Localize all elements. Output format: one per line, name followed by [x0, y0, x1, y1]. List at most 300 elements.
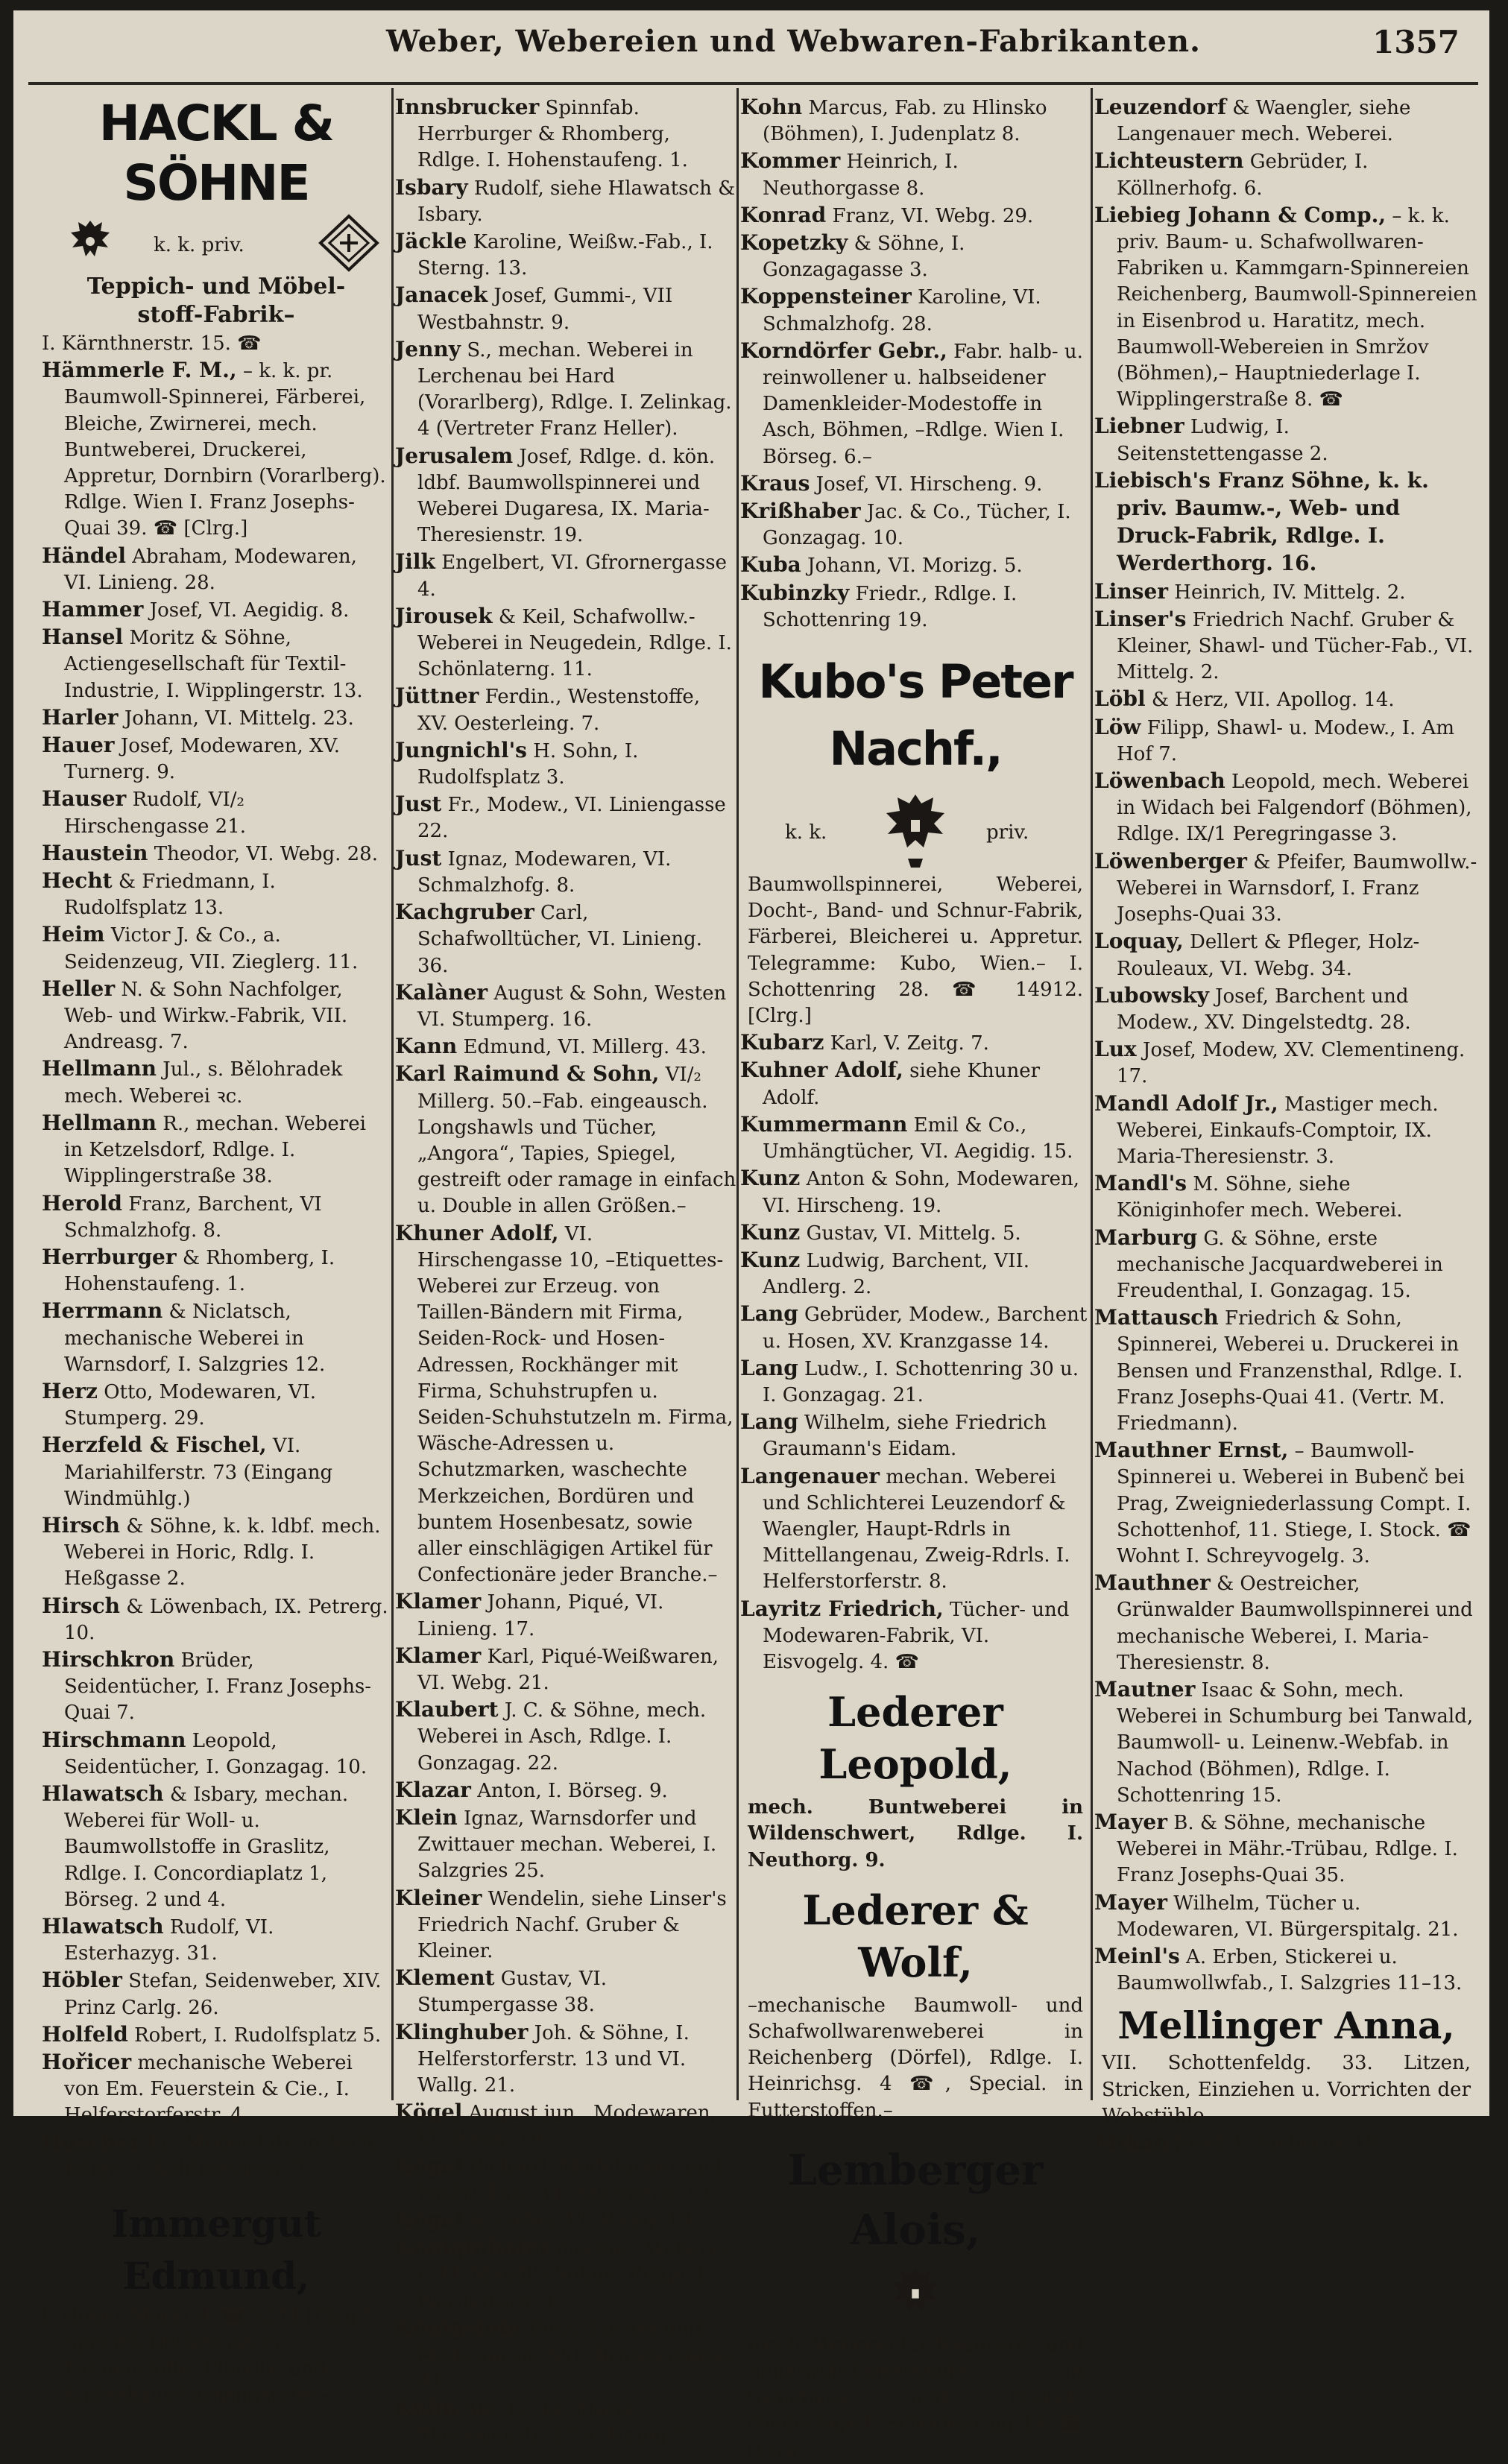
entry-text: Ignaz, Warnsdorfer und Zwittauer mechan. Weberei, I. Salzgries 25. [417, 1807, 717, 1883]
entry-name: Kögel [395, 2100, 463, 2125]
entry-name: Heller [42, 976, 116, 1001]
entry-name: Linser [1094, 578, 1169, 604]
entry-text: Josef, Barchent und Modew., XV. Dingelstedtg. 28. [1117, 985, 1411, 1034]
entry-name: Jerusalem [395, 443, 514, 468]
entry-name: Lang [740, 1301, 798, 1327]
entry-text: Mastiger mech. Weberei, Einkaufs-Comptoir, IX. Maria-Theresienstr. 3. [1117, 1093, 1439, 1168]
entry-text: R., mechan. Weberei in Ketzelsdorf, Rdlge. I. Wipplingerstraße 38. [64, 1112, 366, 1188]
directory-entry [395, 94, 736, 174]
entry-name: Langenauer [740, 1463, 880, 1488]
entry-name: Haustein [42, 840, 148, 865]
entry-name: Löwenberger [1094, 848, 1247, 874]
directory-entry [395, 174, 736, 228]
entry-text: & Löwenbach, IX. Petrerg. 10. [64, 1595, 388, 1644]
directory-entry [740, 498, 1091, 552]
header-rule [28, 82, 1478, 85]
entry-name: Kleiner [395, 1885, 482, 1910]
entry-text: Johann, Piqué, VI. Linieng. 17. [417, 1591, 664, 1640]
entry-name: Löwenbach [1094, 768, 1225, 794]
entry-name: Liebner [1094, 414, 1184, 439]
directory-entry [1094, 928, 1478, 982]
directory-entry [740, 1029, 1091, 1057]
entry-text: Jac. & Co., Tücher, I. Gonzagag. 10. [763, 501, 1071, 550]
entry-text: Ludwig, Barchent, VII. Andlerg. 2. [763, 1249, 1030, 1299]
kubo-priv-label: priv. [986, 821, 1029, 844]
double-eagle-icon [64, 216, 116, 268]
entry-name: Hlawatsch [42, 1781, 164, 1806]
entry-text: & Friedmann, I. Rudolfsplatz 13. [64, 871, 276, 920]
entry-text: Tücher- und Modewaren-Fabrik, VI. Eisvogelg. 4. ☎ [763, 1598, 1070, 1673]
directory-entry [42, 976, 391, 1056]
entry-text: Johann, VI. Morizg. 5. [807, 555, 1023, 578]
entry-text: & Sieber, VI. Webg. 19. [468, 2210, 698, 2233]
directory-entry [395, 737, 736, 791]
entry-name: Mandl's [1094, 1171, 1187, 1196]
double-eagle-icon [878, 790, 953, 872]
entry-text: G. & Söhne, erste mechanische Jacquardweberei in Freudenthal, I. Gonzagag. 15. [1117, 1227, 1443, 1302]
entry-name: Jüttner [395, 683, 479, 709]
directory-entry [740, 1409, 1091, 1462]
entry-name: Linser's [1094, 606, 1187, 631]
entry-name: Klein [395, 1805, 458, 1830]
kubo-kk-label: k. k. [785, 821, 827, 844]
entry-name: Hirsch [42, 1512, 121, 1538]
directory-entry [42, 840, 391, 868]
directory-entry [1094, 768, 1478, 848]
entry-name: Hellmann [42, 1056, 157, 1081]
directory-entry [395, 2234, 736, 2315]
lemberger-emblem-row [740, 2266, 1091, 2333]
directory-entry [1094, 714, 1478, 768]
entry-name: Herrmann [42, 1298, 163, 1324]
directory-entry [42, 1512, 391, 1593]
page-title: Weber, Webereien und Webwaren-Fabrikanten. [386, 24, 1201, 59]
page-number: 1357 [1372, 24, 1460, 60]
directory-entry [1094, 1437, 1478, 1570]
entry-text: & Herz, VII. Apollog. 14. [1151, 689, 1395, 712]
entry-text: Brüder, Seidentücher, I. Franz Josephs-Quai 7. [64, 1649, 372, 1725]
entry-name: Hirschkron [42, 1646, 175, 1672]
directory-entry [42, 1244, 391, 1298]
lederer-leopold-title: Lederer Leopold, [818, 1688, 1012, 1789]
entry-text: Carl, Schafwolltücher, VI. Linieng. 36. [417, 902, 703, 977]
entry-text: Anton & Sohn, Modewaren, VI. Hirscheng. 19. [763, 1168, 1080, 1217]
entry-name: Klamer [395, 1643, 482, 1668]
directory-entry [740, 1219, 1091, 1247]
entry-name: Klaubert [395, 1697, 499, 1722]
entry-text: Stefan, Seidenweber, XIV. Prinz Carlg. 26. [64, 1970, 382, 2019]
column-divider [736, 88, 739, 2100]
directory-entry [1094, 202, 1478, 414]
entry-text: Dellert & Pfleger, Holz-Rouleaux, VI. Webg. 34. [1117, 931, 1420, 980]
entry-name: Mauthner Ernst, [1094, 1438, 1289, 1463]
directory-entry [42, 543, 391, 596]
entry-text: Robert, I. Rudolfsplatz 5. [134, 2024, 382, 2047]
entry-name: Jilk [395, 549, 435, 575]
entry-text: – k. k. pr. Baumwoll-Spinnerei, Färberei, Bleiche, Zwirnerei, mech. Buntweberei, Druckerei, Appretur, Dornbirn (Vorarlberg). Rdlge. Wien I. Franz Josephs-Quai 39. ☎ [Clrg.] [64, 360, 386, 540]
entry-name: Jirousek [395, 603, 493, 628]
entry-text: Karoline, Weißw.-Fab., I. Sterng. 13. [417, 231, 713, 280]
entry-text: & Rhomberg, I. Hohenstaufeng. 1. [64, 1246, 335, 1296]
directory-entry [740, 202, 1091, 230]
column-1 [42, 94, 391, 2407]
entry-name: Mautner [1094, 1676, 1196, 1702]
entry-name: Kubinzky [740, 580, 850, 605]
entry-text: J. C. & Söhne, mech. Weberei in Asch, Rdlge. I. Gonzagag. 22. [417, 1699, 707, 1775]
entry-name: Kohn [740, 95, 803, 119]
directory-entry [395, 2207, 736, 2234]
lemberger-title: Lemberger Alois, [787, 2145, 1044, 2255]
entry-text: Alb. R., IX. Maria-Theresienstr. 17 a. Haing 7 [417, 2398, 686, 2447]
entry-name: Mikan [1094, 2130, 1169, 2155]
entry-text: Richard, Modetücher und Wollw.-Fab., VI. Stumperg. 13. [417, 2155, 722, 2205]
directory-entry [42, 786, 391, 839]
entry-text: & Isbary, mechan. Weberei für Woll- u. Baumwollstoffe in Graslitz, Rdlge. I. Concordiaplatz 1, Börseg. 2 und 4. [64, 1783, 349, 1911]
entry-text: Franz, VI. Webg. 29. [832, 204, 1034, 227]
entry-name: Konrad [740, 202, 827, 227]
entry-name: Hecht [42, 868, 113, 894]
directory-entry [395, 1885, 736, 1965]
directory-entry [42, 1298, 391, 1378]
entry-text: I. Kärnthnerstr. 15. ☎ [42, 332, 262, 355]
entry-name: Mayer [1094, 1889, 1167, 1915]
mellinger-advert-title: Mellinger Anna, [1117, 2003, 1455, 2048]
column-3-entries-mid [740, 1029, 1091, 1675]
entry-text: siehe Khuner Adolf. [763, 1060, 1041, 1109]
directory-entry [42, 2021, 391, 2049]
directory-entry [42, 1727, 391, 1781]
double-eagle-icon [886, 2266, 945, 2330]
entry-name: Holfeld [42, 2021, 128, 2047]
directory-entry [740, 1301, 1091, 1354]
directory-entry [42, 1913, 391, 1967]
entry-name: Herz [42, 1378, 98, 1403]
entry-name: Hansel [42, 625, 124, 650]
entry-name: Mauthner [1094, 1570, 1211, 1596]
immergut-advert-title: Immergut Edmund, [111, 2202, 321, 2299]
entry-text: Rosa, Tücher und Modewaren, XVI. Brunnengasse 41. [417, 2317, 735, 2393]
entry-name: Koppensteiner [740, 284, 912, 309]
directory-entry [42, 1967, 391, 2021]
entry-text: mechanische Weberei von Em. Feuerstein & Cie., I. Helferstorferstr. 4. [64, 2052, 353, 2127]
entry-text: B. & Söhne, mechanische Weberei in Mähr.-Trübau, Rdlge. I. Franz Josephs-Quai 35. [1117, 1812, 1458, 1887]
directory-entry [740, 148, 1091, 201]
directory-entry [395, 1965, 736, 2018]
entry-name: Lubowsky [1094, 982, 1209, 1008]
entry-name: Klinghuber [395, 2019, 529, 2044]
column-4-entries-bottom [1094, 2129, 1478, 2157]
directory-page [13, 10, 1489, 2462]
entry-text: Wilhelm, siehe Friedrich Graumann's Eidam. [763, 1412, 1047, 1461]
entry-name: Liebieg Johann & Comp., [1094, 202, 1386, 227]
entry-name: Mandl Adolf Jr., [1094, 1090, 1278, 1116]
directory-entry [395, 2395, 736, 2448]
entry-text: Ignaz, Modewaren, VI. Schmalzhofg. 8. [417, 847, 672, 897]
entry-text: Wendelin, siehe Linser's Friedrich Nachf. Gruber & Kleiner. [417, 1887, 727, 1963]
entry-name: Kachgruber [395, 900, 534, 925]
entry-name: Lang [740, 1355, 798, 1380]
entry-text: Spinnfab. Herrburger & Rhomberg, Rdlge. I. Hohenstaufeng. 1. [417, 97, 688, 172]
directory-entry [1094, 467, 1478, 578]
entry-text: Leopold, Seidentücher, I. Gonzagag. 10. [64, 1729, 367, 1778]
hackl-line-1: Teppich- und Möbel- [86, 274, 346, 300]
entry-text: Karl, Piqué-Weißwaren, VI. Webg. 21. [417, 1645, 719, 1694]
entry-name: Just [395, 792, 442, 817]
entry-name: Kraus [740, 470, 810, 496]
entry-text: VI/₂ Millerg. 50.–Fab. eingeausch. Longshawls und Tücher, „Angora“, Tapies, Spiegel, gestreift oder ramage in einfach u. Double in allen Größen.– [417, 1064, 736, 1218]
directory-entry [395, 2019, 736, 2100]
column-2-entries [395, 94, 736, 2449]
entry-text: Fr., Modewfab. in Asch, Rdlge. I. Kohlmesserg. 7. [64, 2132, 380, 2181]
entry-text: & Söhne, I. Gonzagagasse 3. [763, 233, 965, 282]
entry-name: Korndörfer Gebr., [740, 338, 947, 363]
entry-name: Herzfeld & Fischel, [42, 1432, 267, 1458]
directory-entry [395, 2153, 736, 2207]
directory-entry [42, 1432, 391, 1512]
hackl-advert-title: HACKL & SÖHNE [98, 95, 334, 212]
directory-entry [395, 282, 736, 335]
hackl-emblem-row [42, 213, 391, 273]
entry-text: Gebrüder, I. Köllnerhofg. 6. [1117, 151, 1369, 200]
directory-entry [1094, 2129, 1478, 2157]
directory-entry [42, 1593, 391, 1646]
entry-text: Joh. & Söhne, I. Helferstorferstr. 13 und VI. Wallg. 21. [417, 2021, 690, 2097]
directory-entry [42, 2049, 391, 2129]
entry-text: Theodor, VI. Webg. 28. [154, 842, 378, 865]
entry-name: Königinhofer [395, 2235, 550, 2261]
entry-name: Hellmann [42, 1110, 157, 1135]
directory-entry [1094, 1304, 1478, 1437]
directory-entry [395, 1696, 736, 1777]
entry-name: Jungnichl's [395, 737, 527, 762]
entry-name: Lang [740, 1409, 798, 1435]
entry-text: Josef, Gummi-, VII Westbahnstr. 9. [417, 285, 673, 334]
directory-entry [740, 283, 1091, 337]
entry-text: Josef, VI. Aegidig. 8. [149, 599, 350, 622]
kubo-emblem-row [740, 790, 1091, 872]
directory-entry [740, 470, 1091, 498]
column-4-entries [1094, 94, 1478, 1997]
entry-name: Herrburger [42, 1244, 177, 1269]
page-header [13, 24, 1489, 76]
directory-entry [42, 1190, 391, 1244]
entry-text: August & Sohn, Westen VI. Stumperg. 16. [417, 982, 727, 1031]
column-3-entries-top [740, 94, 1091, 634]
directory-entry [1094, 1570, 1478, 1676]
directory-entry [42, 1378, 391, 1432]
entry-text: – Baumwoll-Spinnerei u. Weberei in Bubenč bei Prag, Zweigniederlassung Compt. I. Schottenhof, 11. Stiege, I. Stock. ☎ Wohnt I. Schreyvogelg. 3. [1117, 1440, 1471, 1567]
entry-name: Höbler [42, 1968, 122, 1993]
directory-entry [42, 1781, 391, 1913]
directory-entry [42, 732, 391, 786]
directory-entry [395, 228, 736, 282]
entry-text: & Pfeifer, Baumwollw.-Weberei in Warnsdorf, I. Franz Josephs-Quai 33. [1117, 850, 1477, 926]
directory-entry [740, 1111, 1091, 1165]
directory-entry [1094, 578, 1478, 606]
entry-name: Huscher [42, 2129, 141, 2155]
directory-entry [42, 1055, 391, 1109]
directory-entry [1094, 982, 1478, 1036]
entry-name: Klement [395, 1965, 495, 1991]
entry-text: Rudolf, siehe Hlawatsch & Isbary. [417, 177, 736, 226]
entry-name: Hauser [42, 786, 127, 812]
entry-text: I. Hoher Markt 4. ☎ 5274 [Clrg.] Speciell Deckensatins, Fahnenstoffe, Flanelle und Kaffeehaus-Vorhangstoffe.– [42, 2305, 370, 2407]
column-4 [1094, 94, 1478, 2155]
directory-entry [42, 1646, 391, 1727]
entry-name: Hämmerle F. M., [42, 358, 237, 383]
entry-text: Gustav, VI. Mittelg. 5. [806, 1222, 1021, 1245]
entry-text: Josef, Modewaren, XV. Turnerg. 9. [64, 735, 340, 784]
entry-text: Rudolf, VI/₂ Hirschengasse 21. [64, 789, 247, 838]
entry-name: Kopetzky [740, 230, 848, 256]
directory-entry [1094, 1090, 1478, 1171]
directory-entry [740, 552, 1091, 579]
entry-name: Kögel [395, 2153, 463, 2179]
entry-text: Josef, Rdlge. d. kön. ldbf. Baumwollspinnerei und Weberei Dugaresa, IX. Maria-Theresienstr. 19. [417, 445, 716, 547]
entry-name: Kunz [740, 1219, 801, 1245]
directory-entry [1094, 848, 1478, 929]
directory-entry [42, 2302, 391, 2409]
entry-name: Innsbrucker [395, 95, 540, 119]
immergut-entries [42, 2302, 391, 2409]
entry-text: & Keil, Schafwollw.-Weberei in Neugedein, Rdlge. I. Schönlaterng. 11. [417, 605, 732, 681]
directory-entry [740, 1165, 1091, 1219]
entry-name: Loquay, [1094, 929, 1184, 954]
entry-text: M. Söhne, siehe Königinhofer mech. Weberei. [1117, 1173, 1403, 1222]
entry-name: Jäckle [395, 229, 467, 254]
entry-name: Mattausch [1094, 1305, 1219, 1330]
entry-text: Franz, Barchent, VI Schmalzhofg. 8. [64, 1192, 322, 1242]
entry-name: Jenny [395, 336, 461, 361]
directory-entry [42, 624, 391, 704]
directory-entry [740, 338, 1091, 470]
entry-name: Khuner Adolf, [395, 1220, 559, 1245]
directory-entry [395, 1033, 736, 1061]
entry-text: Abraham, Modewaren, VI. Linieng. 28. [64, 545, 357, 594]
entry-name: Königstein [395, 2315, 523, 2340]
directory-entry [42, 868, 391, 921]
directory-entry [395, 1588, 736, 1642]
entry-text: N. & Sohn Nachfolger, Web- und Wirkw.-Fabrik, VII. Andreasg. 7. [64, 978, 348, 1054]
column-1-entries [42, 329, 391, 2183]
entry-name: Hořicer [42, 2050, 132, 2074]
entry-text: – k. k. priv. Baum- u. Schafwollwaren-Fabriken u. Kammgarn-Spinnereien Reichenberg, Baumwoll-Spinnereien in Eisenbrod u. Haratitz, mech. Baumwoll-Webereien in Smržov (Böhmen),– Hauptniederlage I. Wipplingerstraße 8. ☎ [1117, 204, 1477, 411]
entry-text: Karl, V. Zeitg. 7. [830, 1032, 989, 1055]
column-3 [740, 94, 1091, 2462]
entry-name: Heim [42, 922, 105, 947]
entry-text: A. Erben, Stickerei u. Baumwollwfab., I. Salzgries 11–13. [1117, 1946, 1463, 1995]
directory-entry [395, 336, 736, 443]
entry-name: Marburg [1094, 1225, 1198, 1250]
mellinger-text: VII. Schottenfeldg. 33. Litzen, Stricken, Einziehen u. Vorrichten der Webstühle. [1102, 2052, 1471, 2127]
entry-text: Heinrich, IV. Mittelg. 2. [1174, 581, 1406, 604]
entry-text: Wilhelm, Tücher u. Modewaren, VI. Bürgerspitalg. 21. [1117, 1892, 1459, 1941]
entry-name: Liebisch's Franz Söhne, k. k. priv. Baumw.-, Web- und Druck-Fabrik, Rdlge. I. Werderthorg. 16. [1094, 467, 1429, 576]
entry-text: & Niclatsch, mechanische Weberei in Warnsdorf, I. Salzgries 12. [64, 1301, 326, 1376]
directory-entry [1094, 1036, 1478, 1090]
entry-name: Kunz [740, 1166, 801, 1191]
directory-entry [740, 1355, 1091, 1409]
entry-name: Isbary [395, 174, 468, 200]
entry-name: Kubarz [740, 1030, 824, 1055]
entry-text: Gebrüder, Modew., Barchent u. Hosen, XV. Kranzgasse 14. [763, 1304, 1088, 1353]
entry-text: Emil & Co., Umhängtücher, VI. Aegidig. 15. [763, 1113, 1073, 1163]
directory-entry [1094, 1676, 1478, 1809]
entry-text: Engelbert, VI. Gfrornergasse 4. [417, 552, 727, 601]
entry-text: Ludw., I. Schottenring 30 u. I. Gonzagag. 21. [763, 1357, 1079, 1406]
entry-name: Löw [1094, 714, 1141, 739]
directory-entry [395, 683, 736, 736]
entry-text: Filipp, Shawl- u. Modew., I. Am Hof 7. [1117, 716, 1454, 765]
directory-entry [395, 2099, 736, 2152]
directory-entry [740, 230, 1091, 283]
directory-entry [42, 921, 391, 975]
directory-entry [395, 1777, 736, 1804]
entry-name: Herold [42, 1190, 122, 1216]
directory-entry [395, 899, 736, 979]
entry-name: Meinl's [1094, 1944, 1180, 1969]
entry-text: Anton, I. Börseg. 9. [477, 1779, 668, 1802]
kubo-advert-text: Baumwollspinnerei, Weberei, Docht-, Band- und Schnur-Fabrik, Färberei, Bleicherei u. Appretur. Telegramme: Kubo, Wien.– I. Schottenring 28. ☎ 14912. [Clrg.] [748, 874, 1083, 1028]
directory-entry [42, 329, 391, 357]
entry-text: Ludwig, I. Seitenstettengasse 2. [1117, 416, 1328, 465]
entry-text: Fabr. halb- u. reinwollener u. halbseidener Damenkleider-Modestoffe in Asch, Böhmen, –Rdlge. Wien I. Börseg. 6.– [763, 340, 1083, 468]
entry-text: & Waengler, siehe Langenauer mech. Weberei. [1117, 97, 1411, 146]
entry-name: Kommer [740, 148, 841, 174]
directory-entry [1094, 94, 1478, 148]
entry-name: Kalàner [395, 979, 488, 1005]
kubo-advert-title: Kubo's Peter Nachf., [758, 654, 1073, 777]
entry-text: mechan. Weberei und Schlichterei Leuzendorf & Waengler, Haupt-Rdrls in Mittellangenau, Zweig-Rdrls. I. Helferstorferstr. 8. [763, 1465, 1070, 1593]
entry-name: Karl Raimund & Sohn, [395, 1061, 660, 1087]
entry-text: Josef, Modew, XV. Clementineng. 17. [1117, 1039, 1466, 1088]
directory-entry [740, 580, 1091, 634]
directory-entry [740, 1463, 1091, 1596]
entry-text: Edmund, VI. Millerg. 43. [463, 1036, 707, 1059]
entry-text: Isaac & Sohn, mech. Weberei in Schumburg bei Tanwald, Baumwoll- u. Leinenw.-Webfab. in Nachod (Böhmen), Rdlge. I. Schottenring 15. [1117, 1678, 1474, 1807]
entry-name: Klazar [395, 1777, 471, 1802]
entry-text: VI. Hirschengasse 10, –Etiquettes-Weberei zur Erzeug. von Taillen-Bändern mit Firma, Seiden-Rock- und Hosen-Adressen, Rockhänger mit Firma, Schuhstrupfen u. Seiden-Schuhstutzeln m. Firma, Wäsche-Adressen u. Schutzmarken, waschechte Merkzeichen, Bordüren und buntem Hosenbesatz, sowie aller einschlägigen Artikel für Confectionäre jeder Branche.– [417, 1222, 734, 1587]
directory-entry [395, 845, 736, 899]
entry-name: Kunz [740, 1247, 801, 1272]
diamond-emblem-icon [318, 213, 380, 273]
entry-text: Friedrich Nachf. Gruber & Kleiner, Shawl- und Tücher-Fab., VI. Mittelg. 2. [1117, 608, 1474, 684]
entry-name: Kohn [395, 2395, 458, 2421]
entry-name: Layritz Friedrich, [740, 1596, 944, 1621]
directory-entry [740, 1596, 1091, 1676]
entry-name: Hirsch [42, 1593, 121, 1618]
directory-entry [1094, 606, 1478, 686]
entry-text: Marcus, Fab. zu Hlinsko (Böhmen), I. Judenplatz 8. [763, 97, 1047, 146]
entry-name: Hirschmann [42, 1727, 186, 1752]
entry-name: Hammer [42, 597, 144, 622]
lederer-wolf-title: Lederer & Wolf, [802, 1886, 1029, 1986]
entry-text: Josef, V. Siebertg. 18. [1174, 2132, 1385, 2155]
entry-name: Löbl [1094, 686, 1146, 712]
entry-name: Kuba [740, 552, 801, 578]
entry-name: Kann [395, 1034, 458, 1059]
hackl-priv-label: k. k. priv. [154, 234, 245, 256]
entry-name: Kummermann [740, 1111, 908, 1137]
hackl-line-2: stoff-Fabrik– [137, 302, 295, 328]
entry-name: Klamer [395, 1589, 482, 1614]
entry-text: H. Sohn, I. Rudolfsplatz 3. [417, 739, 639, 789]
column-2 [395, 94, 736, 2447]
entry-name: Lux [1094, 1037, 1137, 1062]
directory-entry [740, 94, 1091, 148]
entry-name: Lichteustern [1094, 148, 1244, 174]
column-divider [391, 88, 394, 2100]
